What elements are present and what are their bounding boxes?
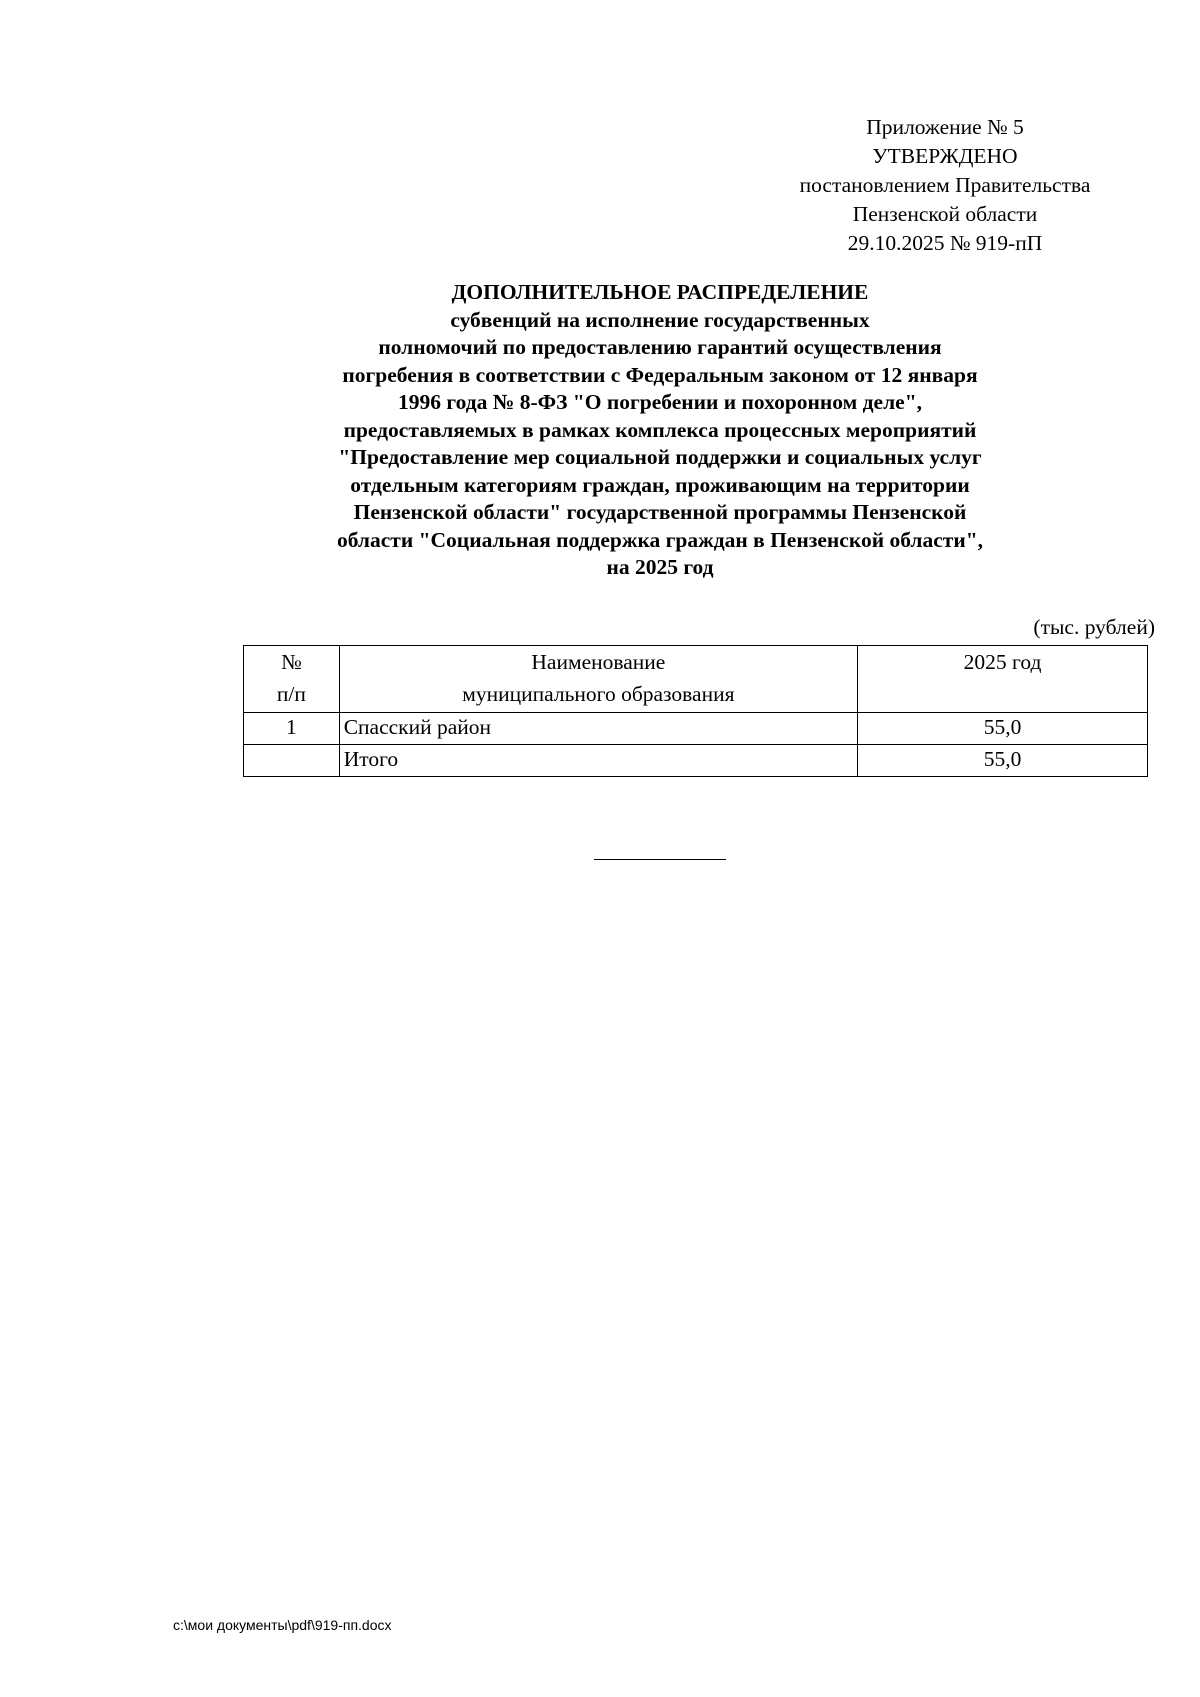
header-municipality: [339, 646, 857, 713]
header-number: [244, 646, 340, 713]
title-line: полномочий по предоставлению гарантий осуществления: [378, 335, 942, 359]
end-separator-line: [594, 859, 726, 860]
title-line: субвенций на исполнение государственных: [450, 307, 870, 332]
header-municipality-line2: муниципального образования: [462, 682, 735, 706]
unit-label: (тыс. рублей): [1033, 615, 1155, 639]
header-year: [858, 646, 1148, 713]
header-year-label: 2025 год: [963, 650, 1042, 674]
title-line: ДОПОЛНИТЕЛЬНОЕ РАСПРЕДЕЛЕНИЕ: [451, 280, 869, 304]
row-number: [244, 745, 340, 777]
title-line: погребения в соответствии с Федеральным законом от 12 января: [342, 362, 978, 387]
row-municipality: Итого: [339, 745, 857, 777]
row-value: 55,0: [858, 713, 1148, 745]
row-number: 1: [244, 713, 340, 745]
title-line: Пензенской области" государственной программы Пензенской: [353, 500, 967, 524]
appendix-number: Приложение № 5: [866, 115, 1024, 139]
row-value: 55,0: [858, 745, 1148, 777]
title-line: области "Социальная поддержка граждан в Пензенской области",: [336, 527, 984, 552]
approved-by: постановлением Правительства: [799, 173, 1091, 197]
distribution-table: [243, 645, 1148, 777]
title-line: отдельным категориям граждан, проживающим на территории: [350, 472, 970, 497]
header-number-line2: п/п: [276, 682, 306, 706]
table-total-row: [244, 745, 1148, 777]
title-line: 1996 года № 8-ФЗ "О погребении и похоронном деле",: [397, 390, 923, 414]
approved-by-region: Пензенской области: [852, 202, 1038, 226]
title-line: предоставляемых в рамках комплекса процессных мероприятий: [343, 417, 977, 442]
approved-stamp: УТВЕРЖДЕНО: [872, 144, 1018, 168]
title-line: на 2025 год: [606, 555, 714, 579]
title-line: "Предоставление мер социальной поддержки и социальных услуг: [338, 445, 982, 469]
document-title: [270, 279, 1050, 582]
header-municipality-line1: Наименование: [531, 650, 666, 674]
approval-block: [760, 113, 1130, 258]
table-header-row: [244, 646, 1148, 713]
header-number-line1: №: [281, 650, 302, 674]
file-path-footer: c:\мои документы\pdf\919-пп.docx: [173, 1617, 392, 1633]
row-municipality: Спасский район: [339, 713, 857, 745]
resolution-date-number: 29.10.2025 № 919-пП: [847, 231, 1043, 255]
table-row: [244, 713, 1148, 745]
